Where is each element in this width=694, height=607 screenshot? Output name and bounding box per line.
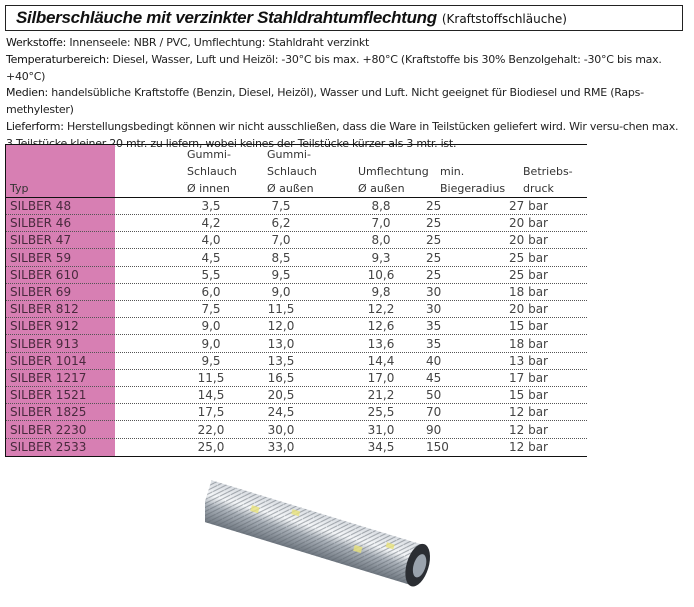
cell-typ: SILBER 1825: [10, 405, 87, 420]
cell-braid-diameter: 31,0: [367, 422, 395, 437]
cell-typ: SILBER 69: [10, 285, 72, 299]
cell-inner-diameter: 9,0: [201, 319, 221, 334]
spec-text: handelsübliche Kraftstoffe (Benzin, Diesel, Heizöl), Wasser und Luft. Nicht geeignet für Biodiesel und RME (Raps-methylester): [6, 86, 644, 117]
cell-bend-radius: 30: [426, 285, 442, 299]
table-row: [6, 318, 587, 335]
cell-inner-diameter: 4,2: [201, 216, 221, 231]
cell-braid-diameter: 13,6: [367, 336, 395, 351]
cell-outer-diameter: 9,5: [271, 267, 291, 282]
cell-bend-radius: 25: [426, 250, 442, 265]
cell-bend-radius: 150: [426, 439, 449, 454]
header-braid-diameter: Umflechtung Ø außen: [358, 165, 429, 195]
table-row: [6, 387, 587, 404]
cell-pressure: 20 bar: [509, 302, 548, 317]
table-row: [6, 336, 587, 353]
product-table: [5, 144, 587, 457]
spec-label: Temperaturbereich:: [6, 52, 110, 66]
table-row: [6, 301, 587, 318]
table-row: [6, 422, 587, 439]
cell-inner-diameter: 6,0: [201, 285, 221, 299]
cell-pressure: 12 bar: [509, 405, 548, 420]
spec-label: Medien:: [6, 86, 48, 100]
cell-braid-diameter: 9,8: [371, 285, 391, 299]
cell-inner-diameter: 17,5: [197, 405, 225, 420]
cell-braid-diameter: 34,5: [367, 439, 395, 454]
table-bottom-border: [5, 456, 587, 457]
cell-bend-radius: 35: [426, 319, 442, 334]
cell-outer-diameter: 20,5: [267, 388, 295, 403]
cell-braid-diameter: 14,4: [367, 353, 395, 368]
cell-braid-diameter: 12,6: [367, 319, 395, 334]
cell-outer-diameter: 6,2: [271, 216, 291, 231]
cell-typ: SILBER 1217: [10, 371, 87, 385]
cell-braid-diameter: 17,0: [367, 371, 395, 385]
cell-bend-radius: 30: [426, 302, 442, 317]
cell-pressure: 25 bar: [509, 267, 548, 282]
cell-typ: SILBER 913: [10, 336, 79, 351]
header-pressure: Betriebs- druck: [523, 165, 573, 195]
title-box: [5, 5, 683, 31]
table-row: [6, 250, 587, 267]
cell-bend-radius: 35: [426, 336, 442, 351]
cell-braid-diameter: 25,5: [367, 405, 395, 420]
cell-bend-radius: 50: [426, 388, 442, 403]
cell-pressure: 25 bar: [509, 250, 548, 265]
cell-outer-diameter: 13,0: [267, 336, 295, 351]
cell-bend-radius: 25: [426, 267, 442, 282]
table-row: [6, 404, 587, 421]
table-row: [6, 198, 587, 215]
cell-inner-diameter: 9,0: [201, 336, 221, 351]
cell-pressure: 15 bar: [509, 388, 548, 403]
cell-typ: SILBER 46: [10, 216, 72, 231]
cell-pressure: 18 bar: [509, 285, 548, 299]
cell-inner-diameter: 5,5: [201, 267, 221, 282]
cell-inner-diameter: 7,5: [201, 302, 221, 317]
spec-temperatur: [6, 52, 686, 86]
title-subtitle: (Kraftstoffschläuche): [441, 12, 567, 26]
spec-text: Diesel, Wasser, Luft und Heizöl: -30°C bis max. +80°C (Kraftstoffe bis 30% Benzolgehalt: -30°C bis max. +40°C): [6, 52, 662, 83]
spec-text: Innenseele: NBR / PVC, Umflechtung: Stahldraht verzinkt: [69, 36, 370, 49]
cell-pressure: 12 bar: [509, 422, 548, 437]
header-outer-diameter: Gummi- Schlauch Ø außen: [267, 148, 317, 195]
cell-typ: SILBER 812: [10, 302, 79, 317]
spec-text: Herstellungsbedingt können wir nicht ausschließen, dass die Ware in Teilstücken geliefert wird. Wir versu-chen max.: [66, 119, 679, 133]
cell-outer-diameter: 33,0: [267, 439, 295, 454]
cell-inner-diameter: 9,5: [201, 353, 221, 368]
cell-bend-radius: 45: [426, 371, 442, 385]
table-row: [6, 439, 587, 456]
cell-braid-diameter: 8,8: [371, 199, 391, 213]
cell-inner-diameter: 25,0: [197, 439, 225, 454]
page-title: [16, 8, 567, 28]
cell-braid-diameter: 12,2: [367, 302, 395, 317]
cell-inner-diameter: 22,0: [197, 422, 225, 437]
braided-hose-icon: [205, 476, 445, 604]
cell-outer-diameter: 24,5: [267, 405, 295, 420]
cell-inner-diameter: 4,0: [201, 233, 221, 248]
cell-typ: SILBER 1014: [10, 353, 87, 368]
cell-pressure: 18 bar: [509, 336, 548, 351]
cell-outer-diameter: 7,0: [271, 233, 291, 248]
header-typ: Typ: [10, 182, 29, 195]
table-row: [6, 284, 587, 301]
cell-pressure: 15 bar: [509, 319, 548, 334]
cell-braid-diameter: 9,3: [371, 250, 391, 265]
table-row: [6, 353, 587, 370]
cell-typ: SILBER 610: [10, 267, 79, 282]
table-row: [6, 267, 587, 284]
table-row: [6, 370, 587, 387]
cell-typ: SILBER 1521: [10, 388, 87, 403]
cell-bend-radius: 40: [426, 353, 442, 368]
spec-werkstoffe: [6, 35, 686, 52]
cell-outer-diameter: 7,5: [271, 199, 291, 213]
header-bend-radius: min. Biegeradius: [440, 165, 506, 195]
cell-outer-diameter: 30,0: [267, 422, 295, 437]
cell-pressure: 20 bar: [509, 233, 548, 248]
cell-outer-diameter: 13,5: [267, 353, 295, 368]
cell-pressure: 20 bar: [509, 216, 548, 231]
spec-label: Werkstoffe:: [6, 36, 67, 49]
cell-braid-diameter: 8,0: [371, 233, 391, 248]
title-main-text: Silberschläuche mit verzinkter Stahldrahtumflechtung: [16, 8, 437, 27]
cell-pressure: 12 bar: [509, 439, 548, 454]
cell-braid-diameter: 10,6: [367, 267, 395, 282]
cell-outer-diameter: 12,0: [267, 319, 295, 334]
cell-typ: SILBER 2230: [10, 422, 87, 437]
cell-typ: SILBER 912: [10, 319, 79, 334]
cell-bend-radius: 70: [426, 405, 442, 420]
cell-pressure: 17 bar: [509, 371, 548, 385]
cell-inner-diameter: 11,5: [197, 371, 225, 385]
cell-outer-diameter: 16,5: [267, 371, 295, 385]
cell-typ: SILBER 59: [10, 250, 72, 265]
cell-bend-radius: 25: [426, 199, 442, 213]
spec-medien: [6, 85, 686, 119]
cell-typ: SILBER 2533: [10, 439, 87, 454]
table-row: [6, 232, 587, 249]
table-top-border: [5, 144, 587, 145]
cell-typ: SILBER 48: [10, 199, 72, 213]
cell-braid-diameter: 21,2: [367, 388, 395, 403]
cell-braid-diameter: 7,0: [371, 216, 391, 231]
header-inner-diameter: Gummi- Schlauch Ø innen: [187, 148, 237, 195]
cell-bend-radius: 25: [426, 216, 442, 231]
cell-bend-radius: 25: [426, 233, 442, 248]
cell-typ: SILBER 47: [10, 233, 72, 248]
cell-outer-diameter: 11,5: [267, 302, 295, 317]
cell-bend-radius: 90: [426, 422, 442, 437]
cell-outer-diameter: 9,0: [271, 285, 291, 299]
cell-inner-diameter: 3,5: [201, 199, 221, 213]
cell-pressure: 27 bar: [509, 199, 548, 213]
cell-inner-diameter: 4,5: [201, 250, 221, 265]
cell-pressure: 13 bar: [509, 353, 548, 368]
specs-section: [6, 35, 686, 153]
cell-outer-diameter: 8,5: [271, 250, 291, 265]
cell-inner-diameter: 14,5: [197, 388, 225, 403]
table-row: [6, 215, 587, 232]
spec-label: Lieferform:: [6, 119, 64, 133]
